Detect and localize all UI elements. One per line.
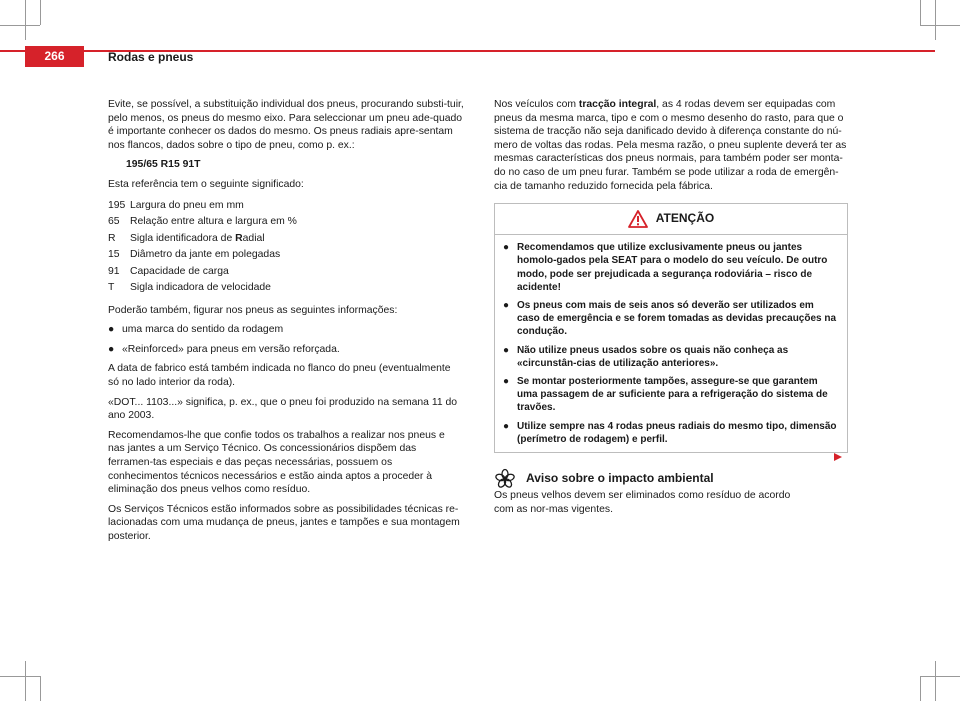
tyre-code-example: 195/65 R15 91T [126, 159, 201, 171]
legend-text: Diâmetro da jante em polegadas [130, 249, 281, 261]
paragraph-manufacture-date: A data de fabrico está também indicada no flanco do pneu (eventualmente só no lado interior da roda). [108, 363, 451, 388]
warning-item-text: Utilize sempre nas 4 rodas pneus radiais do mesmo tipo, dimensão (perímetro de rodagem) e perfil. [517, 420, 837, 445]
legend-text: Sigla indicadora de velocidade [130, 282, 271, 294]
warning-header [495, 204, 847, 235]
legend-row [108, 280, 464, 297]
legend-code: 91 [108, 265, 120, 277]
legend-text-bold: R [235, 232, 243, 244]
warning-triangle-icon [628, 210, 648, 228]
crop-mark [935, 661, 936, 701]
environment-text: Os pneus velhos devem ser eliminados como resíduo de acordo com as nor-mas vigentes. [494, 490, 791, 515]
legend-row [108, 231, 464, 248]
warning-item [503, 420, 839, 446]
bullet-icon: ● [503, 299, 510, 311]
legend-text: Relação entre altura e largura em % [130, 216, 297, 228]
bullet-icon: ● [503, 344, 510, 356]
also-intro: Poderão também, figurar nos pneus as seguintes informações: [108, 304, 398, 316]
legend-code: R [108, 232, 116, 244]
legend-code: T [108, 282, 115, 294]
environment-flower-icon [494, 468, 516, 490]
awd-prefix: Nos veículos com [494, 99, 579, 110]
legend-code: 195 [108, 199, 126, 211]
legend-row [108, 198, 464, 215]
right-column [494, 98, 848, 522]
awd-paragraph [494, 98, 848, 193]
crop-mark [920, 676, 960, 677]
legend-text-prefix: Sigla identificadora de [130, 232, 236, 244]
bullet-icon: ● [108, 324, 115, 336]
crop-mark [40, 0, 41, 25]
awd-suffix: , as 4 rodas devem ser equipadas com pneus da mesma marca, tipo e com o mesmo desenho do rasto, para que o sistema de tracção não seja danificado devido à diferença constante do nú-mero de voltas das rodas. Pela mesma razão, o pneu suplente deverá ter as mesmas características dos pneus normais, para também poder ser monta-do no caso de um pneu furar. Também se pode utilizar a roda de emergên-cia de tamanho reduzido fornecida pela fábrica. [494, 99, 847, 192]
paragraph-service-recommendation: Recomendamos-lhe que confie todos os trabalhos a realizar nos pneus e nas jantes a um Serviço Técnico. Os concessionários dispõem das ferramen-tas especiais e das peças necessárias, possuem os conhecimentos técnicos necessários e estão ainda aptos a proceder à eliminação dos pneus velhos como resíduo. [108, 429, 445, 496]
intro-paragraph: Evite, se possível, a substituição individual dos pneus, procurando substi-tuir, pelo menos, os pneus do mesmo eixo. Para seleccionar um pneu ade-quado é importante conhecer os dados do mesmo. Os pneus radiais apre-sentam nos flancos, dados sobre o tipo de pneu, como p. ex.: [108, 99, 464, 151]
warning-item [503, 344, 839, 370]
warning-item [503, 241, 839, 294]
legend-code: 15 [108, 249, 120, 261]
warning-item [503, 299, 839, 339]
warning-body [495, 235, 847, 452]
paragraph-service-info: Os Serviços Técnicos estão informados sobre as possibilidades técnicas re-lacionadas com uma mudança de pneus, jantes e tampões e sua montagem posterior. [108, 503, 460, 542]
warning-item-text: Recomendamos que utilize exclusivamente pneus ou jantes homolo-gados pela SEAT para o modelo do seu veículo. De outro modo, pode ser prejudicada a segurança rodoviária – risco de acidente! [517, 242, 828, 293]
crop-mark [920, 0, 921, 25]
environment-title: Aviso sobre o impacto ambiental [526, 471, 714, 486]
crop-mark [920, 676, 921, 701]
list-item-text: uma marca do sentido da rodagem [122, 324, 284, 336]
legend-text: Capacidade de carga [130, 265, 229, 277]
warning-box [494, 203, 848, 453]
legend-code: 65 [108, 216, 120, 228]
warning-item-text: Não utilize pneus usados sobre os quais não conheça as «circunstân-cias de utilização anteriores». [517, 344, 789, 369]
bullet-icon: ● [108, 343, 115, 355]
warning-item [503, 375, 839, 415]
bullet-icon: ● [503, 242, 510, 254]
legend-text [130, 231, 265, 248]
list-item [108, 343, 464, 357]
environment-header [494, 469, 848, 489]
meaning-intro: Esta referência tem o seguinte significado: [108, 178, 304, 190]
crop-mark [25, 0, 26, 40]
legend-row [108, 247, 464, 264]
list-item [108, 323, 464, 337]
crop-mark [0, 25, 40, 26]
awd-bold: tracção integral [578, 99, 657, 110]
warning-item-text: Os pneus com mais de seis anos só deverão ser utilizados em caso de emergência e se forem tomadas as devidas precauções na condução. [517, 299, 837, 338]
left-column [108, 98, 464, 549]
warning-item-text: Se montar posteriormente tampões, assegure-se que garantem uma passagem de ar suficiente para a refrigeração do sistema de travões. [517, 375, 828, 414]
tyre-code-legend [108, 198, 464, 297]
legend-row [108, 214, 464, 231]
legend-text-suffix: adial [242, 232, 265, 244]
list-item-text: «Reinforced» para pneus em versão reforçada. [122, 343, 340, 355]
page-title: Rodas e pneus [108, 50, 194, 64]
page-number: 266 [25, 46, 84, 67]
crop-mark [920, 25, 960, 26]
legend-row [108, 264, 464, 281]
legend-text: Largura do pneu em mm [130, 199, 244, 211]
crop-mark [935, 0, 936, 40]
continue-arrow-icon [833, 452, 843, 462]
crop-mark [40, 676, 41, 701]
crop-mark [0, 676, 40, 677]
crop-mark [25, 661, 26, 701]
bullet-icon: ● [503, 420, 510, 432]
bullet-icon: ● [503, 375, 510, 387]
paragraph-dot-code: «DOT... 1103...» significa, p. ex., que o pneu foi produzido na semana 11 do ano 2003. [108, 396, 458, 422]
warning-title: ATENÇÃO [655, 211, 715, 226]
